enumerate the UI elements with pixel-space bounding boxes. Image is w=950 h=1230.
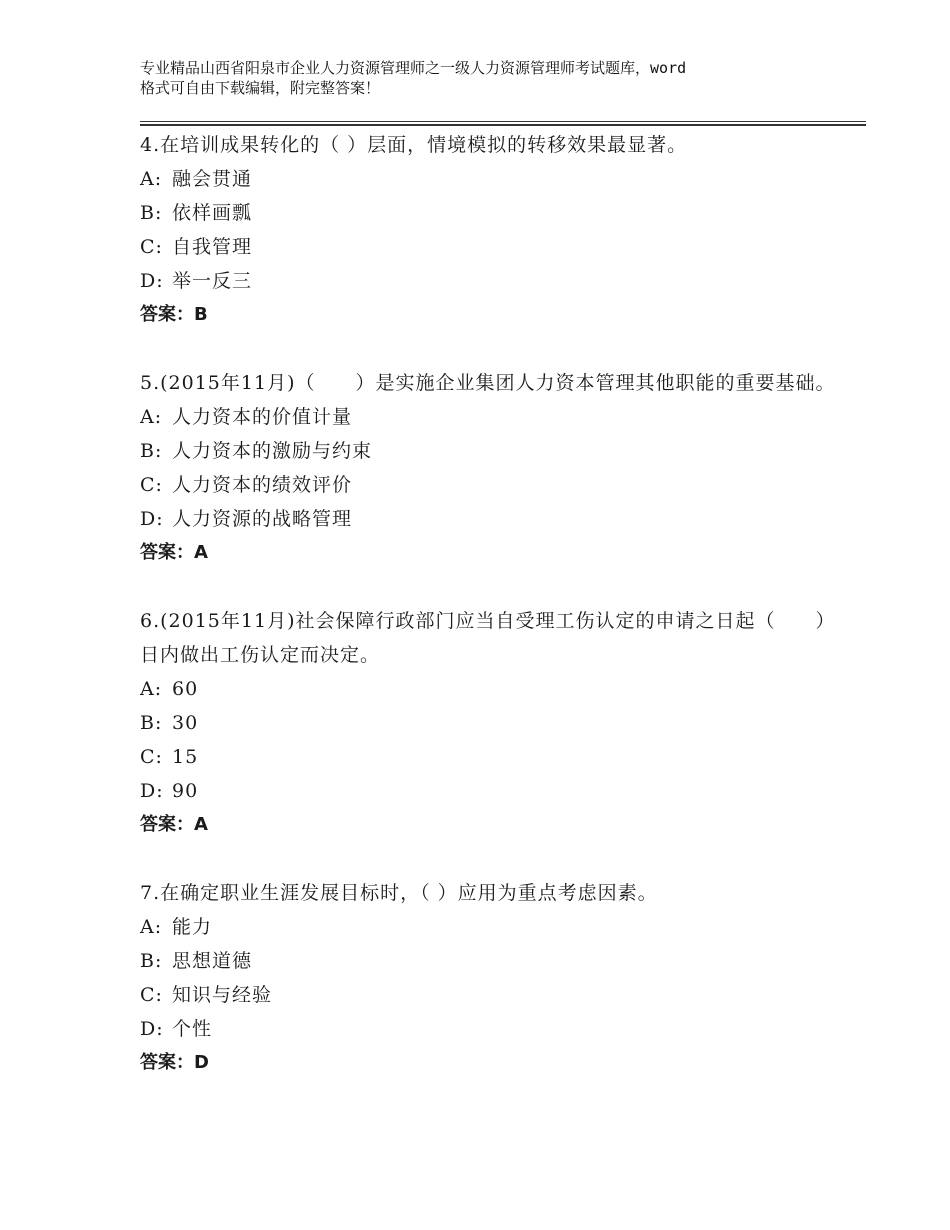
question-stem: 6.(2015年11月)社会保障行政部门应当自受理工伤认定的申请之日起（ ）日内做出工伤认定而决定。 xyxy=(140,610,836,666)
answer-line: 答案：A xyxy=(140,814,208,835)
option-label: D: xyxy=(140,508,164,530)
option-label: C: xyxy=(140,746,163,768)
header-divider-double xyxy=(140,124,866,126)
option-d xyxy=(140,264,840,298)
question-6 xyxy=(140,604,840,842)
option-c xyxy=(140,230,840,264)
option-c xyxy=(140,468,840,502)
answer-line: 答案：D xyxy=(140,1052,209,1073)
option-text: 依样画瓢 xyxy=(172,202,253,224)
option-label: C: xyxy=(140,236,163,258)
option-text: 思想道德 xyxy=(172,950,253,972)
option-d xyxy=(140,502,840,536)
option-text: 自我管理 xyxy=(172,236,253,258)
option-text: 人力资本的激励与约束 xyxy=(172,440,373,462)
option-label: A: xyxy=(140,168,163,190)
question-5 xyxy=(140,366,840,570)
option-text: 90 xyxy=(172,780,199,802)
answer-line: 答案：B xyxy=(140,304,208,325)
option-b xyxy=(140,944,840,978)
option-text: 能力 xyxy=(172,916,213,938)
option-text: 30 xyxy=(172,712,199,734)
question-4 xyxy=(140,128,840,332)
option-label: B: xyxy=(140,202,163,224)
option-label: C: xyxy=(140,474,163,496)
option-label: B: xyxy=(140,440,163,462)
header-divider xyxy=(140,121,866,122)
option-label: A: xyxy=(140,916,163,938)
question-stem: 5.(2015年11月)（ ）是实施企业集团人力资本管理其他职能的重要基础。 xyxy=(140,372,836,394)
question-list xyxy=(140,128,840,1114)
option-d xyxy=(140,774,840,808)
option-a xyxy=(140,672,840,706)
option-b xyxy=(140,196,840,230)
option-label: C: xyxy=(140,984,163,1006)
option-text: 融会贯通 xyxy=(172,168,253,190)
option-label: D: xyxy=(140,780,164,802)
option-b xyxy=(140,706,840,740)
option-text: 人力资源的战略管理 xyxy=(172,508,353,530)
question-stem: 7.在确定职业生涯发展目标时，（ ）应用为重点考虑因素。 xyxy=(140,882,658,904)
document-header xyxy=(140,58,830,98)
option-label: D: xyxy=(140,270,164,292)
answer-line: 答案：A xyxy=(140,542,208,563)
option-text: 知识与经验 xyxy=(172,984,273,1006)
option-b xyxy=(140,434,840,468)
option-text: 60 xyxy=(172,678,199,700)
option-label: A: xyxy=(140,406,163,428)
option-a xyxy=(140,910,840,944)
question-stem: 4.在培训成果转化的（ ）层面，情境模拟的转移效果最显著。 xyxy=(140,134,688,156)
question-7 xyxy=(140,876,840,1080)
option-c xyxy=(140,978,840,1012)
option-label: D: xyxy=(140,1018,164,1040)
option-text: 人力资本的绩效评价 xyxy=(172,474,353,496)
header-line-2: 格式可自由下载编辑，附完整答案！ xyxy=(140,79,381,97)
option-a xyxy=(140,162,840,196)
option-label: B: xyxy=(140,950,163,972)
header-line-1: 专业精品山西省阳泉市企业人力资源管理师之一级人力资源管理师考试题库，word xyxy=(140,59,687,77)
option-text: 人力资本的价值计量 xyxy=(172,406,353,428)
option-label: B: xyxy=(140,712,163,734)
option-a xyxy=(140,400,840,434)
option-c xyxy=(140,740,840,774)
option-d xyxy=(140,1012,840,1046)
option-label: A: xyxy=(140,678,163,700)
option-text: 举一反三 xyxy=(172,270,253,292)
option-text: 15 xyxy=(172,746,199,768)
option-text: 个性 xyxy=(172,1018,213,1040)
